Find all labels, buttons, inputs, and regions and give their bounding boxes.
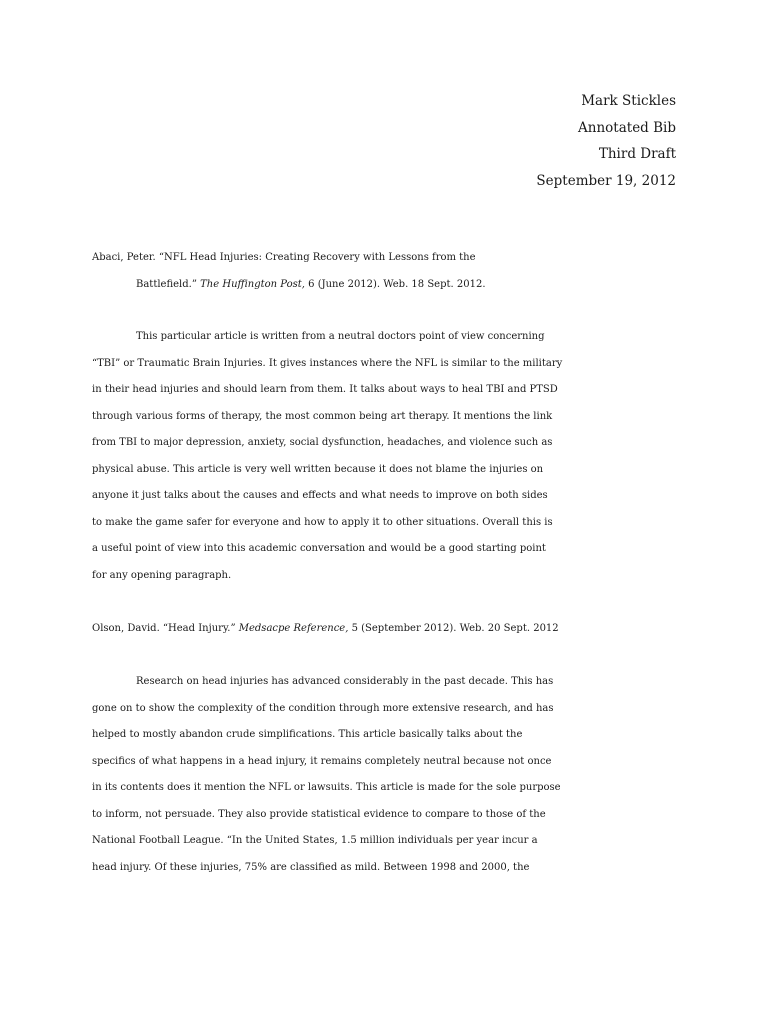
author-name: Mark Stickles — [581, 93, 676, 109]
annotation-line: a useful point of view into this academic conversation and would be a good starting point — [92, 543, 546, 554]
annotation-line: in its contents does it mention the NFL or lawsuits. This article is made for the sole purpose — [92, 782, 561, 793]
annotation-line: helped to mostly abandon crude simplifications. This article basically talks about the — [92, 729, 523, 740]
citation-line — [92, 616, 692, 643]
header-block — [536, 88, 676, 194]
annotation-line: Research on head injuries has advanced considerably in the past decade. This has — [136, 676, 554, 687]
annotation-line: to inform, not persuade. They also provide statistical evidence to compare to those of the — [92, 808, 546, 820]
annotation-line: “TBI” or Traumatic Brain Injuries. It gives instances where the NFL is similar to the military — [92, 357, 563, 369]
annotation-line: This particular article is written from a neutral doctors point of view concerning — [136, 331, 545, 342]
annotation-line: National Football League. “In the United States, 1.5 million individuals per year incur a — [92, 835, 538, 846]
citation-source: The Huffington Post, — [200, 278, 305, 290]
citation-line: Abaci, Peter. “NFL Head Injuries: Creating Recovery with Lessons from the — [92, 252, 476, 263]
annotation-line: to make the game safer for everyone and how to apply it to other situations. Overall this is — [92, 516, 553, 528]
draft-label: Third Draft — [598, 146, 676, 162]
annotation-line: for any opening paragraph. — [92, 569, 232, 581]
annotation-line: from TBI to major depression, anxiety, social dysfunction, headaches, and violence such as — [92, 437, 553, 448]
annotation-2 — [92, 669, 692, 881]
citation-source: Medsacpe Reference, — [238, 623, 349, 634]
annotation-line: specifics of what happens in a head injury, it remains completely neutral because not once — [92, 755, 552, 767]
document-date: September 19, 2012 — [536, 172, 676, 189]
annotation-line: in their head injuries and should learn from them. It talks about ways to heal TBI and PTSD — [92, 384, 558, 395]
citation-1 — [92, 245, 692, 298]
citation-author-title: Olson, David. “Head Injury.” — [92, 623, 236, 634]
annotation-1 — [92, 324, 692, 589]
citation-details: 6 (June 2012). Web. 18 Sept. 2012. — [308, 278, 486, 290]
annotation-line: anyone it just talks about the causes and effects and what needs to improve on both sides — [92, 490, 548, 501]
annotation-line: physical abuse. This article is very well written because it does not blame the injuries on — [92, 463, 544, 475]
course-title: Annotated Bib — [578, 119, 676, 136]
citation-title-end: Battlefield.” — [136, 278, 197, 290]
annotation-line: head injury. Of these injuries, 75% are classified as mild. Between 1998 and 2000, the — [92, 861, 530, 873]
annotation-line: through various forms of therapy, the most common being art therapy. It mentions the link — [92, 410, 553, 422]
annotation-line: gone on to show the complexity of the condition through more extensive research, and has — [92, 702, 554, 714]
citation-line — [92, 272, 692, 299]
citation-details: 5 (September 2012). Web. 20 Sept. 2012 — [351, 623, 559, 634]
citation-2 — [92, 616, 692, 643]
